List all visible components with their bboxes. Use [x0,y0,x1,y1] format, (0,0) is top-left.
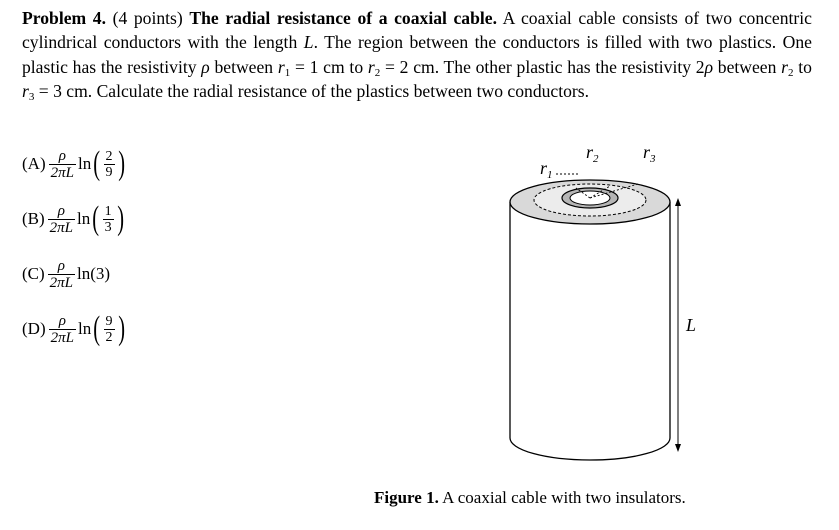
fraction-numerator: 2 [105,148,113,164]
coefficient-fraction [49,313,76,346]
fraction-denominator: 2πL [50,164,74,181]
argument-fraction [103,204,114,235]
problem-points: (4 points) [112,8,183,28]
problem-text: A coaxial cable consists of two concentric cylindrical conductors with the length [22,8,812,53]
r2-symbol: r [367,56,375,77]
coefficient-fraction [48,203,75,236]
left-paren: ( [93,310,101,347]
problem-text: = 3 cm. Calculate the radial resistance of the plastics between two conductors. [34,81,590,102]
coefficient-fraction [48,258,75,291]
coaxial-cable-figure [480,130,710,470]
problem-text: = 1 cm to [290,56,368,77]
arrow-head-bottom [675,444,681,452]
fraction-numerator: 1 [104,203,112,219]
left-paren: ( [93,145,101,182]
r1-subscript: 1 [284,66,291,79]
left-paren: ( [92,200,100,237]
fraction-denominator: 2πL [49,219,74,236]
length-label: L [686,315,697,335]
option-label: (B) [22,209,45,228]
cylinder-body [510,202,670,460]
right-paren: ) [117,310,125,347]
log-argument [91,147,127,181]
r3-subscript: 3 [28,91,35,104]
caption-label: Figure 1. [374,488,439,507]
r2-symbol: r [781,56,789,77]
fraction-numerator: ρ [58,312,66,329]
right-paren: ) [116,200,124,237]
caption-text: A coaxial cable with two insulators. [438,488,686,507]
log-function: ln [77,154,92,173]
problem-statement [22,6,812,104]
option-d[interactable] [22,305,127,353]
r3-label: $r_3$ [643,142,656,165]
r1-label: $r_1$ [540,158,553,181]
argument-fraction [104,149,115,180]
right-paren: ) [117,145,125,182]
fraction-denominator: 2πL [50,329,74,346]
r1-symbol: r [277,56,285,77]
fraction-numerator: 9 [105,313,113,329]
fraction-numerator: ρ [58,147,66,164]
argument-fraction [104,314,115,345]
option-c[interactable] [22,250,110,298]
r2-subscript: 2 [374,66,381,79]
rho-symbol: ρ [201,56,210,77]
problem-text: = 2 cm. The other plastic has the resistivity 2 [380,56,705,77]
problem-text: to [793,56,812,77]
fraction-numerator: ρ [57,257,65,274]
log-argument [91,312,127,346]
r2-subscript: 2 [788,66,794,79]
fraction-denominator: 9 [105,164,113,180]
problem-text: . The region between the conductors is filled with two plastics. One plastic has the resistivity [22,32,812,77]
log-function: ln [77,319,92,338]
option-label: (D) [22,319,46,338]
option-b[interactable] [22,195,126,243]
problem-title: The radial resistance of a coaxial cable. [189,8,497,28]
fraction-denominator: 2 [105,329,113,345]
option-a[interactable] [22,140,127,188]
log-function: ln [77,209,91,228]
fraction-denominator: 3 [104,219,112,235]
problem-text: between [717,56,777,77]
coefficient-fraction [49,148,76,181]
log-argument [90,202,126,236]
option-label: (A) [22,154,46,173]
problem-text: between [214,56,274,77]
fraction-denominator: 2πL [49,274,74,291]
problem-label: Problem 4. [22,8,106,28]
r2-label: $r_2$ [586,142,599,165]
r3-symbol: r [22,81,29,102]
arrow-head-top [675,198,681,206]
log-function: ln(3) [77,264,111,283]
rho-symbol: ρ [704,56,714,77]
option-label: (C) [22,264,45,283]
figure-caption [374,488,686,508]
fraction-numerator: ρ [57,202,65,219]
length-symbol: L [303,32,314,53]
